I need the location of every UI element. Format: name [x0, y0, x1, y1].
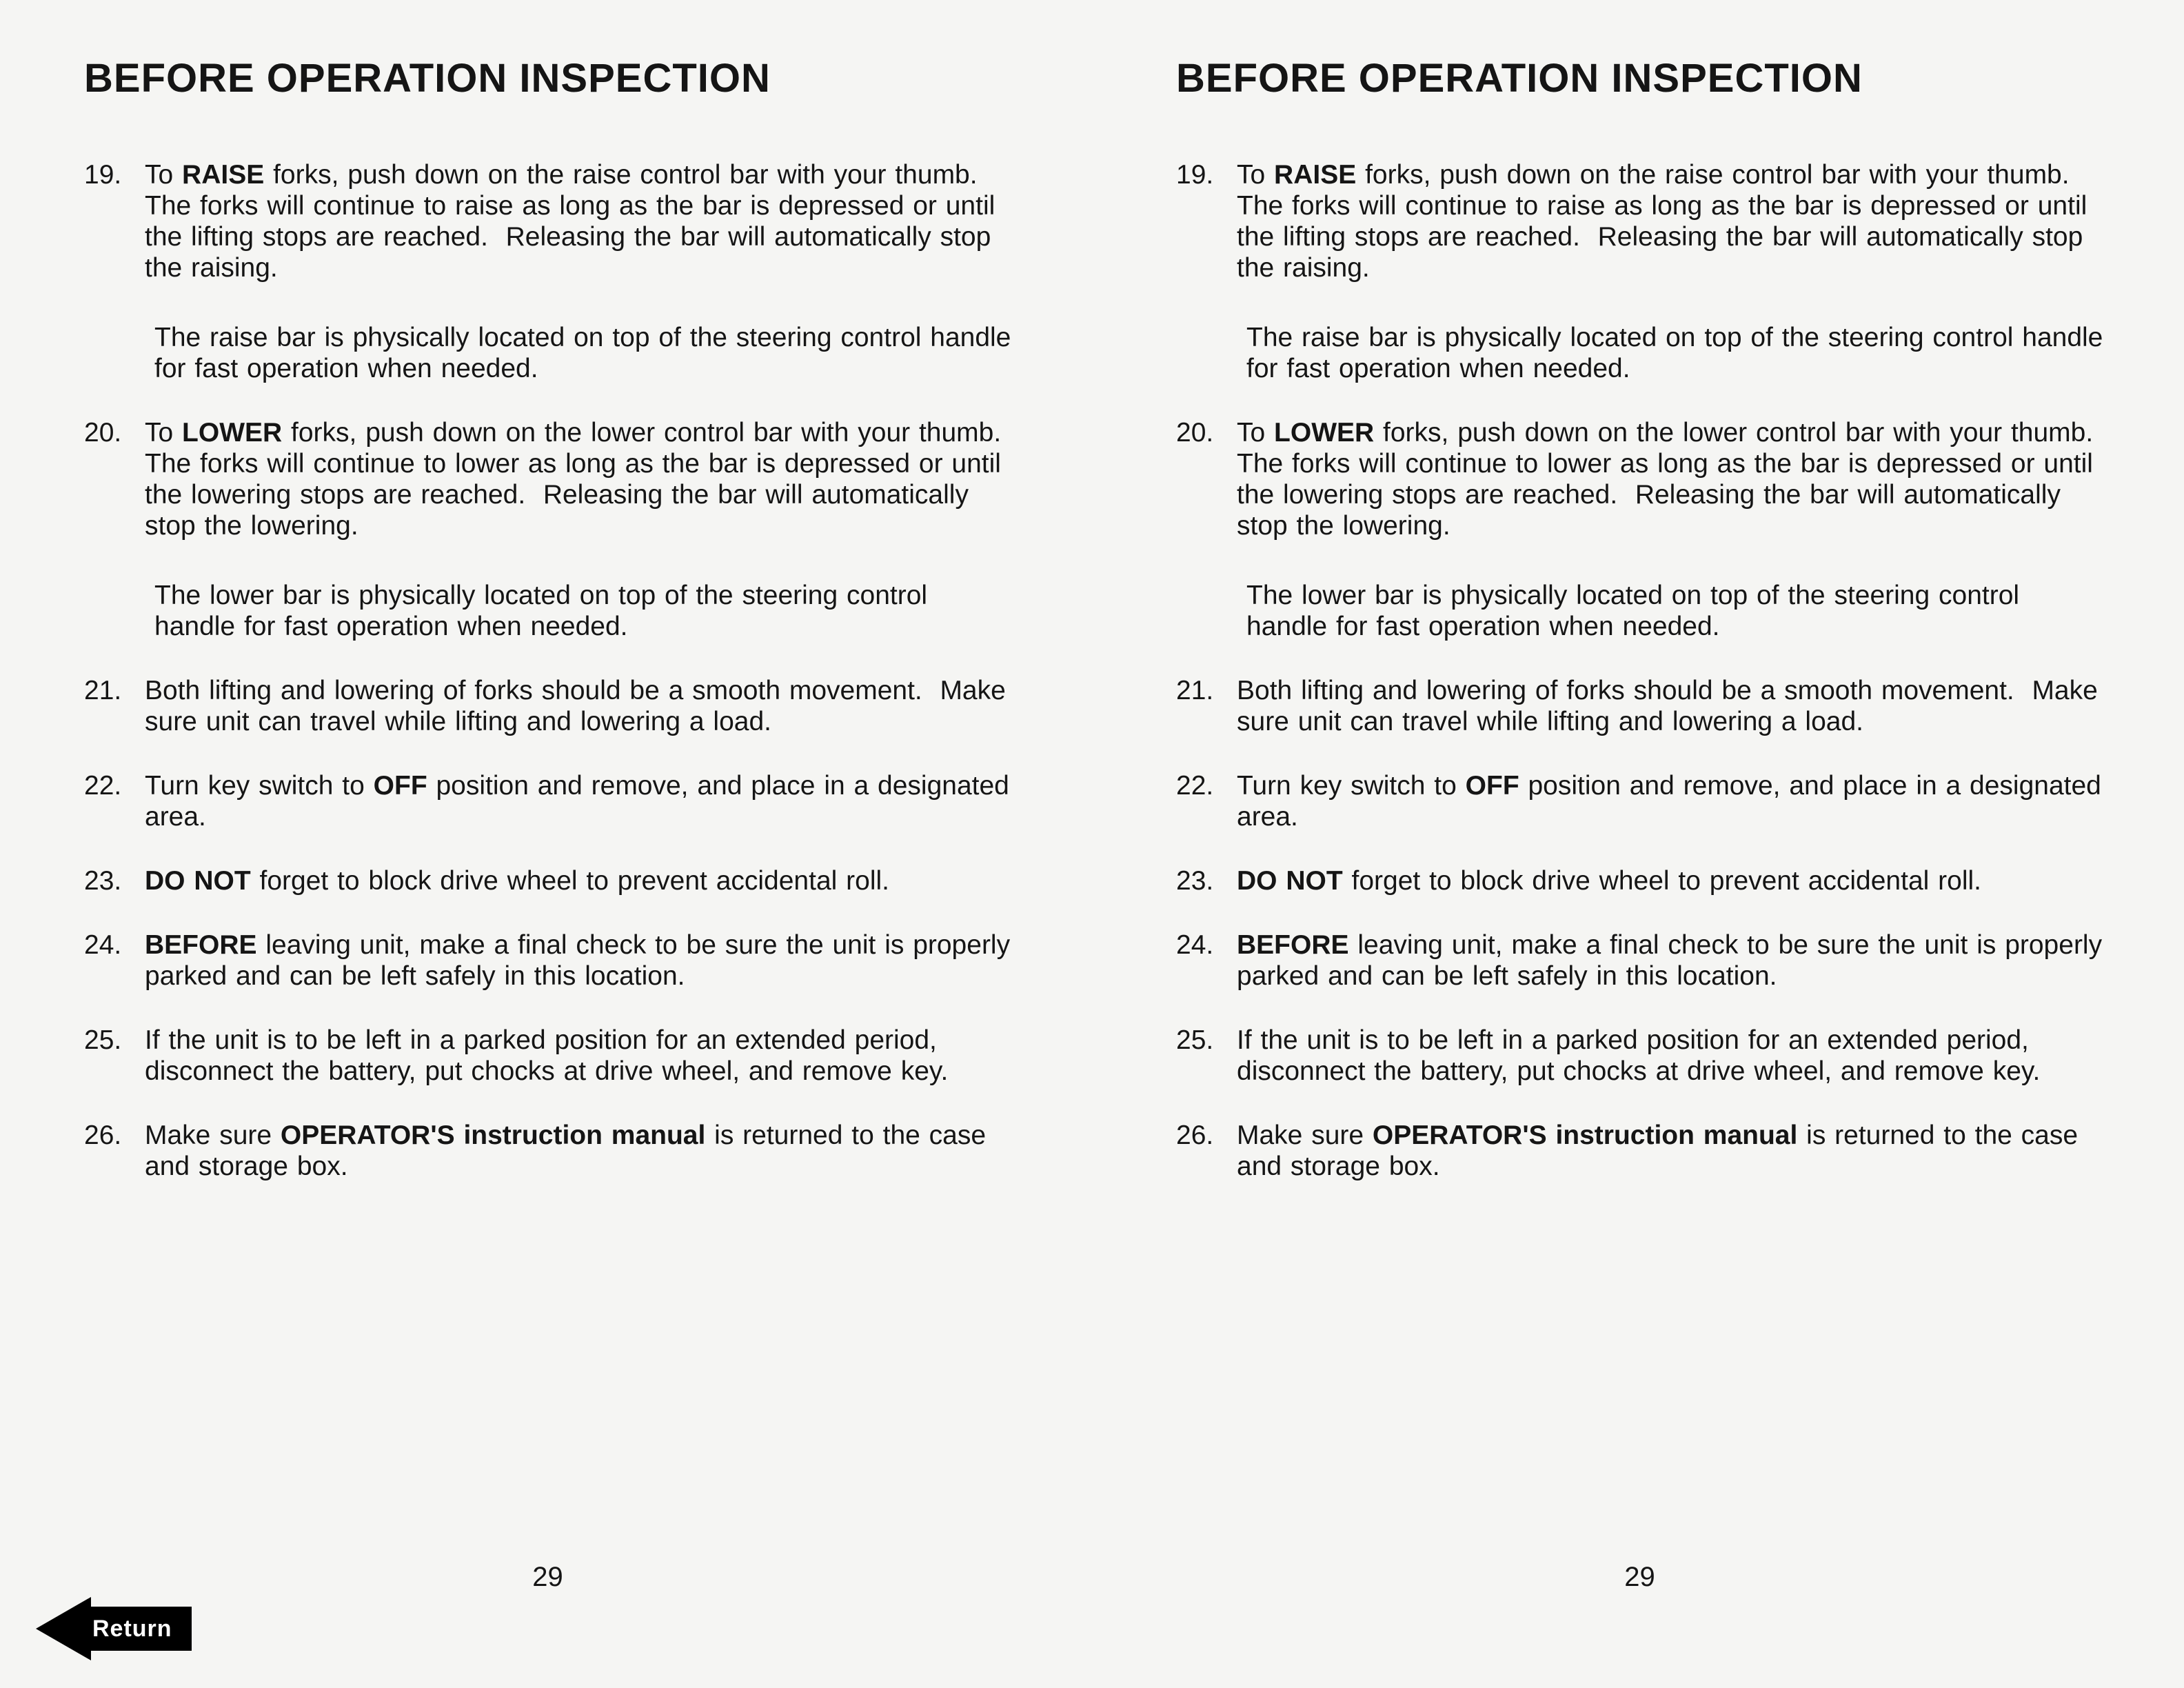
- bold-text: RAISE: [1274, 160, 1357, 190]
- item-subparagraph: [145, 322, 1020, 384]
- item-body: [145, 675, 1015, 737]
- item-number: 19.: [1176, 160, 1214, 190]
- item-number: 20.: [84, 418, 122, 448]
- right-page: [1176, 55, 2112, 1662]
- text: The raise bar is physically located on top of the steering control handle for fast operation when needed.: [1246, 323, 2112, 383]
- bold-text: OPERATOR'S instruction manual: [1372, 1121, 1798, 1150]
- item-paragraph: [1237, 770, 2110, 832]
- item-paragraph: [145, 770, 1018, 832]
- item-number: 26.: [1176, 1121, 1214, 1150]
- text: Turn key switch to: [1237, 771, 1466, 801]
- item-number: 23.: [84, 866, 122, 896]
- text: If the unit is to be left in a parked position for an extended period, disconnect the battery, put chocks at drive wheel, and remove key.: [145, 1025, 949, 1086]
- text: forks, push down on the lower control bar with your thumb. The forks will continue to lower as long as the bar is depressed or until the lowering stops are reached. Releasing the bar will automatically stop the lowering.: [1237, 418, 2111, 541]
- bold-text: LOWER: [1274, 418, 1375, 448]
- bold-text: OFF: [373, 771, 427, 801]
- text: forks, push down on the raise control bar with your thumb. The forks will continue to raise as long as the bar is depressed or until the lifting stops are reached. Releasing the bar will automatically stop the raising.: [1237, 160, 2096, 283]
- item-paragraph: [1237, 417, 2111, 541]
- page-number: 29: [532, 1562, 563, 1592]
- text: forget to block drive wheel to prevent accidental roll.: [250, 866, 889, 896]
- text: To: [145, 160, 183, 190]
- item-body: [1237, 417, 2111, 642]
- text: The lower bar is physically located on top of the steering control handle for fast operation when needed.: [1246, 581, 2028, 641]
- bold-text: DO NOT: [1237, 866, 1343, 896]
- list-item: [1176, 417, 2111, 642]
- text: To: [1237, 418, 1275, 448]
- text: leaving unit, make a final check to be sure the unit is properly parked and can be left safely in this location.: [1237, 930, 2111, 991]
- list-item: [84, 1120, 1011, 1182]
- items-container-left: [84, 159, 1020, 1182]
- text: Both lifting and lowering of forks should be a smooth movement. Make sure unit can travel while lifting and lowering a load.: [1237, 676, 2107, 736]
- text: Both lifting and lowering of forks should be a smooth movement. Make sure unit can travel while lifting and lowering a load.: [145, 676, 1015, 736]
- bold-text: RAISE: [182, 160, 265, 190]
- page-title: BEFORE OPERATION INSPECTION: [1176, 56, 1863, 101]
- item-number: 23.: [1176, 866, 1214, 896]
- item-body: [145, 159, 1020, 384]
- item-number: 25.: [1176, 1025, 1214, 1055]
- item-body: [1237, 1120, 2103, 1182]
- text: Make sure: [1237, 1121, 1373, 1150]
- item-body: [1237, 930, 2111, 992]
- item-paragraph: [1237, 1025, 2103, 1087]
- item-body: [1237, 770, 2110, 832]
- item-paragraph: [145, 1025, 1011, 1087]
- list-item: [84, 417, 1019, 642]
- item-paragraph: [145, 417, 1019, 541]
- item-number: 19.: [84, 160, 122, 190]
- bold-text: OPERATOR'S instruction manual: [280, 1121, 706, 1150]
- list-item: [1176, 159, 2112, 384]
- list-item: [84, 865, 1011, 896]
- bold-text: BEFORE: [1237, 930, 1349, 960]
- list-item: [84, 1025, 1011, 1087]
- item-paragraph: [145, 1120, 1011, 1182]
- text: Make sure: [145, 1121, 281, 1150]
- list-item: [84, 675, 1015, 737]
- item-body: [1237, 675, 2107, 737]
- list-item: [1176, 770, 2110, 832]
- item-number: 24.: [84, 930, 122, 960]
- item-number: 22.: [84, 771, 122, 801]
- list-item: [1176, 1025, 2103, 1087]
- left-page: [84, 55, 1020, 1662]
- item-body: [1237, 1025, 2103, 1087]
- return-button[interactable]: [36, 1597, 192, 1660]
- item-paragraph: [1237, 675, 2107, 737]
- text: is returned to the case and storage box.: [1237, 1121, 2087, 1181]
- list-item: [1176, 675, 2107, 737]
- item-paragraph: [145, 930, 1019, 992]
- item-body: [145, 865, 1011, 896]
- item-body: [145, 417, 1019, 642]
- item-body: [145, 1025, 1011, 1087]
- text: If the unit is to be left in a parked position for an extended period, disconnect the battery, put chocks at drive wheel, and remove key.: [1237, 1025, 2041, 1086]
- text: is returned to the case and storage box.: [145, 1121, 995, 1181]
- item-paragraph: [145, 865, 1011, 896]
- item-number: 20.: [1176, 418, 1214, 448]
- text: position and remove, and place in a designated area.: [1237, 771, 2110, 832]
- page-title: BEFORE OPERATION INSPECTION: [84, 56, 771, 101]
- item-paragraph: [145, 159, 1011, 283]
- items-container-right: [1176, 159, 2112, 1182]
- item-number: 21.: [1176, 676, 1214, 705]
- list-item: [1176, 865, 2103, 896]
- item-subparagraph: [1237, 580, 2103, 642]
- item-number: 26.: [84, 1121, 122, 1150]
- item-number: 22.: [1176, 771, 1214, 801]
- item-body: [145, 1120, 1011, 1182]
- item-number: 21.: [84, 676, 122, 705]
- item-subparagraph: [145, 580, 1011, 642]
- text: forks, push down on the raise control bar with your thumb. The forks will continue to raise as long as the bar is depressed or until the lifting stops are reached. Releasing the bar will automatically stop the raising.: [145, 160, 1004, 283]
- list-item: [84, 159, 1020, 384]
- item-body: [145, 930, 1019, 992]
- item-number: 25.: [84, 1025, 122, 1055]
- list-item: [84, 930, 1019, 992]
- list-item: [1176, 930, 2111, 992]
- item-body: [145, 770, 1018, 832]
- list-item: [1176, 1120, 2103, 1182]
- item-body: [1237, 159, 2112, 384]
- return-label: Return: [84, 1607, 192, 1651]
- bold-text: BEFORE: [145, 930, 257, 960]
- page-number: 29: [1624, 1562, 1655, 1592]
- bold-text: OFF: [1465, 771, 1519, 801]
- list-item: [84, 770, 1018, 832]
- text: forget to block drive wheel to prevent accidental roll.: [1342, 866, 1981, 896]
- text: Turn key switch to: [145, 771, 374, 801]
- text: The lower bar is physically located on top of the steering control handle for fast operation when needed.: [154, 581, 936, 641]
- text: leaving unit, make a final check to be sure the unit is properly parked and can be left safely in this location.: [145, 930, 1019, 991]
- item-paragraph: [145, 675, 1015, 737]
- text: position and remove, and place in a designated area.: [145, 771, 1018, 832]
- left-arrow-icon: [36, 1597, 91, 1660]
- item-paragraph: [1237, 930, 2111, 992]
- text: To: [145, 418, 183, 448]
- text: forks, push down on the lower control bar with your thumb. The forks will continue to lower as long as the bar is depressed or until the lowering stops are reached. Releasing the bar will automatically stop the lowering.: [145, 418, 1019, 541]
- item-paragraph: [1237, 1120, 2103, 1182]
- item-body: [1237, 865, 2103, 896]
- item-paragraph: [1237, 865, 2103, 896]
- text: The raise bar is physically located on top of the steering control handle for fast operation when needed.: [154, 323, 1020, 383]
- item-paragraph: [1237, 159, 2103, 283]
- text: To: [1237, 160, 1275, 190]
- bold-text: LOWER: [182, 418, 283, 448]
- item-number: 24.: [1176, 930, 1214, 960]
- bold-text: DO NOT: [145, 866, 251, 896]
- item-subparagraph: [1237, 322, 2112, 384]
